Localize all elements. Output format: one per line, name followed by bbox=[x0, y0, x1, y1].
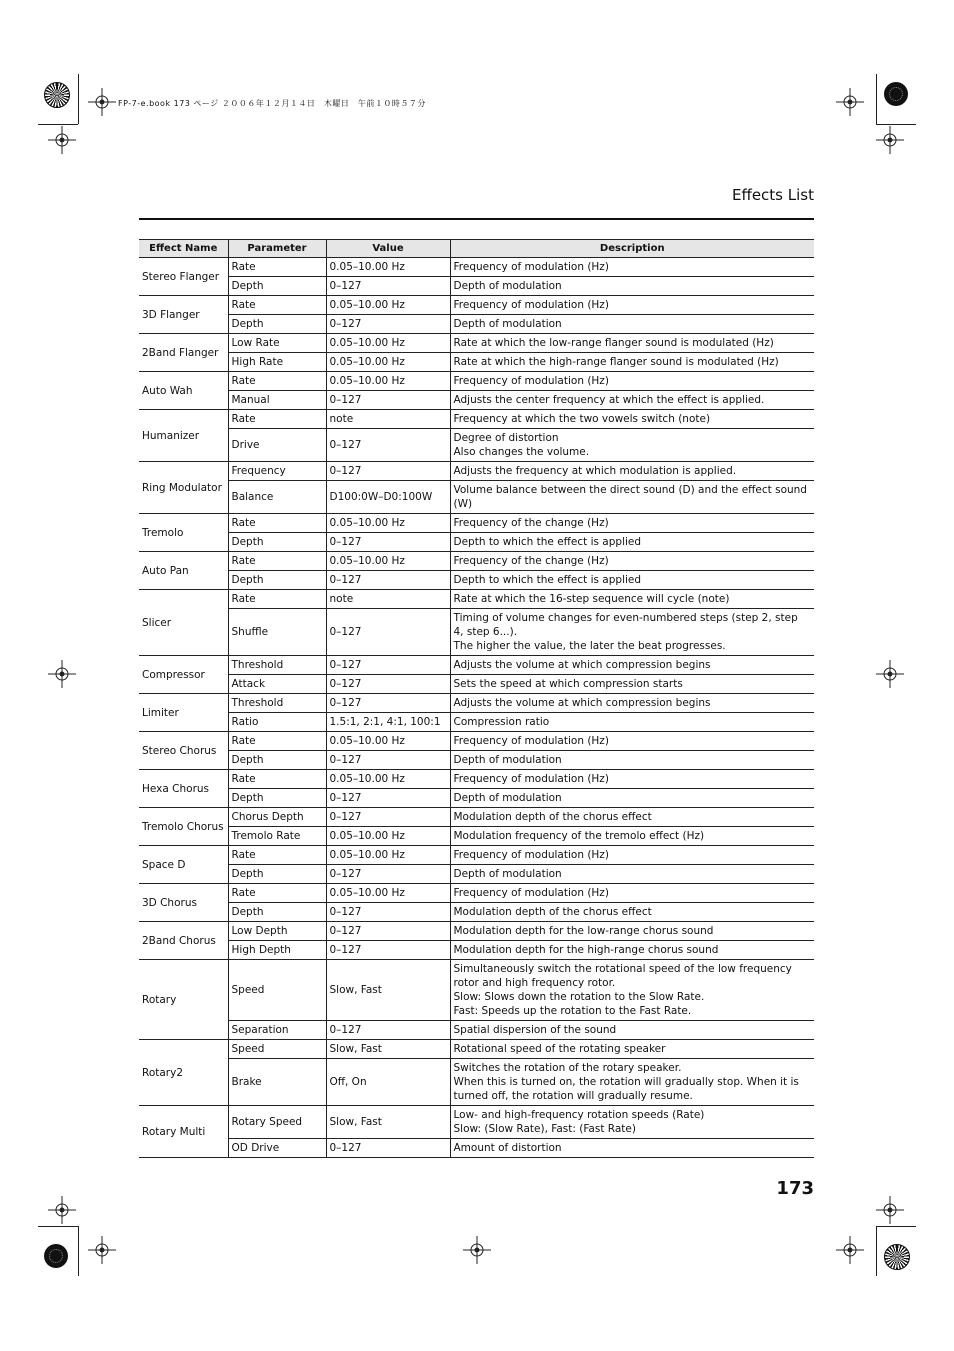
value-cell: 0–127 bbox=[326, 789, 450, 808]
parameter-cell: Rate bbox=[228, 770, 326, 789]
description-cell: Low- and high-frequency rotation speeds (Rate) Slow: (Slow Rate), Fast: (Fast Rate) bbox=[450, 1106, 814, 1139]
crop-line bbox=[876, 1226, 877, 1276]
value-cell: 0.05–10.00 Hz bbox=[326, 372, 450, 391]
parameter-cell: Speed bbox=[228, 960, 326, 1021]
description-cell: Frequency of modulation (Hz) bbox=[450, 770, 814, 789]
table-row bbox=[139, 1106, 814, 1139]
description-cell: Rate at which the 16-step sequence will cycle (note) bbox=[450, 590, 814, 609]
parameter-cell: Depth bbox=[228, 277, 326, 296]
crosshair-icon bbox=[836, 1236, 864, 1264]
description-cell: Timing of volume changes for even-numbered steps (step 2, step 4, step 6...). The higher the value, the later the beat progresses. bbox=[450, 609, 814, 656]
value-cell: 0.05–10.00 Hz bbox=[326, 827, 450, 846]
table-row bbox=[139, 1040, 814, 1059]
header-value: Value bbox=[326, 240, 450, 258]
table-row bbox=[139, 694, 814, 713]
description-cell: Depth to which the effect is applied bbox=[450, 533, 814, 552]
value-cell: 0.05–10.00 Hz bbox=[326, 846, 450, 865]
parameter-cell: Rate bbox=[228, 846, 326, 865]
table-row bbox=[139, 865, 814, 884]
table-row bbox=[139, 353, 814, 372]
value-cell: 0.05–10.00 Hz bbox=[326, 334, 450, 353]
effect-name-cell: Tremolo Chorus bbox=[139, 808, 228, 846]
table-row bbox=[139, 846, 814, 865]
effect-name-cell: Rotary bbox=[139, 960, 228, 1040]
parameter-cell: Rate bbox=[228, 884, 326, 903]
value-cell: Off, On bbox=[326, 1059, 450, 1106]
parameter-cell: Shuffle bbox=[228, 609, 326, 656]
description-cell: Adjusts the volume at which compression begins bbox=[450, 656, 814, 675]
parameter-cell: Speed bbox=[228, 1040, 326, 1059]
description-cell: Frequency of modulation (Hz) bbox=[450, 846, 814, 865]
description-cell: Modulation depth of the chorus effect bbox=[450, 903, 814, 922]
value-cell: 0–127 bbox=[326, 462, 450, 481]
parameter-cell: Rate bbox=[228, 258, 326, 277]
parameter-cell: Rate bbox=[228, 590, 326, 609]
effect-name-cell: Slicer bbox=[139, 590, 228, 656]
effect-name-cell: 2Band Chorus bbox=[139, 922, 228, 960]
description-cell: Frequency at which the two vowels switch (note) bbox=[450, 410, 814, 429]
crosshair-icon bbox=[48, 660, 76, 688]
value-cell: Slow, Fast bbox=[326, 1106, 450, 1139]
registration-rosette-icon bbox=[44, 82, 70, 108]
effect-name-cell: Rotary2 bbox=[139, 1040, 228, 1106]
value-cell: 0.05–10.00 Hz bbox=[326, 258, 450, 277]
parameter-cell: Low Depth bbox=[228, 922, 326, 941]
parameter-cell: Rate bbox=[228, 514, 326, 533]
table-row bbox=[139, 296, 814, 315]
table-row bbox=[139, 571, 814, 590]
description-cell: Compression ratio bbox=[450, 713, 814, 732]
value-cell: 0–127 bbox=[326, 922, 450, 941]
header-description: Description bbox=[450, 240, 814, 258]
effect-name-cell: Tremolo bbox=[139, 514, 228, 552]
crosshair-icon bbox=[876, 1196, 904, 1224]
effects-table bbox=[139, 239, 814, 1158]
value-cell: 0–127 bbox=[326, 656, 450, 675]
effect-name-cell: 3D Flanger bbox=[139, 296, 228, 334]
parameter-cell: Attack bbox=[228, 675, 326, 694]
table-row bbox=[139, 481, 814, 514]
table-row bbox=[139, 372, 814, 391]
crop-line bbox=[78, 74, 79, 124]
value-cell: 0–127 bbox=[326, 694, 450, 713]
page-number: 173 bbox=[776, 1178, 814, 1199]
effect-name-cell: Hexa Chorus bbox=[139, 770, 228, 808]
parameter-cell: High Depth bbox=[228, 941, 326, 960]
value-cell: 0–127 bbox=[326, 808, 450, 827]
table-row bbox=[139, 277, 814, 296]
description-cell: Sets the speed at which compression starts bbox=[450, 675, 814, 694]
table-row bbox=[139, 960, 814, 1021]
table-row bbox=[139, 1059, 814, 1106]
value-cell: 1.5:1, 2:1, 4:1, 100:1 bbox=[326, 713, 450, 732]
table-row bbox=[139, 884, 814, 903]
value-cell: Slow, Fast bbox=[326, 960, 450, 1021]
description-cell: Rotational speed of the rotating speaker bbox=[450, 1040, 814, 1059]
table-row bbox=[139, 922, 814, 941]
effect-name-cell: 2Band Flanger bbox=[139, 334, 228, 372]
crosshair-icon bbox=[836, 88, 864, 116]
table-row bbox=[139, 391, 814, 410]
description-cell: Volume balance between the direct sound (D) and the effect sound (W) bbox=[450, 481, 814, 514]
value-cell: 0.05–10.00 Hz bbox=[326, 296, 450, 315]
value-cell: 0–127 bbox=[326, 391, 450, 410]
table-row bbox=[139, 675, 814, 694]
parameter-cell: High Rate bbox=[228, 353, 326, 372]
value-cell: 0–127 bbox=[326, 277, 450, 296]
table-row bbox=[139, 903, 814, 922]
crop-line bbox=[38, 124, 78, 125]
value-cell: 0.05–10.00 Hz bbox=[326, 552, 450, 571]
table-row bbox=[139, 514, 814, 533]
table-row bbox=[139, 1139, 814, 1158]
description-cell: Modulation depth for the low-range chorus sound bbox=[450, 922, 814, 941]
parameter-cell: Threshold bbox=[228, 656, 326, 675]
table-row bbox=[139, 770, 814, 789]
value-cell: 0–127 bbox=[326, 903, 450, 922]
parameter-cell: OD Drive bbox=[228, 1139, 326, 1158]
parameter-cell: Drive bbox=[228, 429, 326, 462]
value-cell: 0–127 bbox=[326, 571, 450, 590]
description-cell: Adjusts the volume at which compression begins bbox=[450, 694, 814, 713]
table-row bbox=[139, 462, 814, 481]
description-cell: Depth of modulation bbox=[450, 315, 814, 334]
table-row bbox=[139, 713, 814, 732]
description-cell: Frequency of modulation (Hz) bbox=[450, 296, 814, 315]
description-cell: Modulation frequency of the tremolo effect (Hz) bbox=[450, 827, 814, 846]
crop-line bbox=[876, 124, 916, 125]
effect-name-cell: Auto Wah bbox=[139, 372, 228, 410]
table-row bbox=[139, 656, 814, 675]
description-cell: Simultaneously switch the rotational speed of the low frequency rotor and high frequency rotor. Slow: Slows down the rotation to the Slow Rate. Fast: Speeds up the rotation to the Fast Rate. bbox=[450, 960, 814, 1021]
parameter-cell: Rate bbox=[228, 552, 326, 571]
description-cell: Frequency of the change (Hz) bbox=[450, 552, 814, 571]
parameter-cell: Depth bbox=[228, 533, 326, 552]
section-title: Effects List bbox=[732, 186, 814, 204]
crop-line bbox=[876, 1226, 916, 1227]
description-cell: Frequency of modulation (Hz) bbox=[450, 258, 814, 277]
effects-table-body bbox=[139, 258, 814, 1158]
value-cell: 0–127 bbox=[326, 1139, 450, 1158]
effect-name-cell: Rotary Multi bbox=[139, 1106, 228, 1158]
table-header-row bbox=[139, 240, 814, 258]
crosshair-icon bbox=[876, 126, 904, 154]
parameter-cell: Depth bbox=[228, 865, 326, 884]
parameter-cell: Low Rate bbox=[228, 334, 326, 353]
parameter-cell: Chorus Depth bbox=[228, 808, 326, 827]
parameter-cell: Rate bbox=[228, 372, 326, 391]
table-row bbox=[139, 732, 814, 751]
description-cell: Amount of distortion bbox=[450, 1139, 814, 1158]
parameter-cell: Threshold bbox=[228, 694, 326, 713]
description-cell: Switches the rotation of the rotary speaker. When this is turned on, the rotation will gradually stop. When it is turned off, the rotation will gradually resume. bbox=[450, 1059, 814, 1106]
registration-disc-icon bbox=[884, 82, 908, 106]
value-cell: note bbox=[326, 590, 450, 609]
value-cell: note bbox=[326, 410, 450, 429]
parameter-cell: Rate bbox=[228, 732, 326, 751]
description-cell: Adjusts the frequency at which modulation is applied. bbox=[450, 462, 814, 481]
crop-line bbox=[78, 1226, 79, 1276]
description-cell: Rate at which the high-range flanger sound is modulated (Hz) bbox=[450, 353, 814, 372]
effect-name-cell: Auto Pan bbox=[139, 552, 228, 590]
value-cell: 0–127 bbox=[326, 675, 450, 694]
value-cell: 0–127 bbox=[326, 1021, 450, 1040]
value-cell: 0–127 bbox=[326, 941, 450, 960]
parameter-cell: Rate bbox=[228, 410, 326, 429]
description-cell: Depth of modulation bbox=[450, 789, 814, 808]
table-row bbox=[139, 590, 814, 609]
description-cell: Frequency of modulation (Hz) bbox=[450, 884, 814, 903]
registration-rosette-icon bbox=[884, 1244, 910, 1270]
table-row bbox=[139, 533, 814, 552]
description-cell: Degree of distortion Also changes the volume. bbox=[450, 429, 814, 462]
crosshair-icon bbox=[463, 1236, 491, 1264]
table-row bbox=[139, 429, 814, 462]
description-cell: Frequency of modulation (Hz) bbox=[450, 372, 814, 391]
parameter-cell: Tremolo Rate bbox=[228, 827, 326, 846]
crosshair-icon bbox=[876, 660, 904, 688]
parameter-cell: Balance bbox=[228, 481, 326, 514]
title-rule bbox=[139, 218, 814, 220]
file-header: FP-7-e.book 173 ページ ２００６年１２月１４日 木曜日 午前１０時５７分 bbox=[118, 99, 426, 108]
crop-line bbox=[38, 1226, 78, 1227]
effect-name-cell: Limiter bbox=[139, 694, 228, 732]
parameter-cell: Depth bbox=[228, 789, 326, 808]
value-cell: 0–127 bbox=[326, 429, 450, 462]
table-row bbox=[139, 334, 814, 353]
parameter-cell: Ratio bbox=[228, 713, 326, 732]
value-cell: 0.05–10.00 Hz bbox=[326, 514, 450, 533]
parameter-cell: Separation bbox=[228, 1021, 326, 1040]
parameter-cell: Rotary Speed bbox=[228, 1106, 326, 1139]
header-effect-name: Effect Name bbox=[139, 240, 228, 258]
effect-name-cell: Stereo Chorus bbox=[139, 732, 228, 770]
table-row bbox=[139, 808, 814, 827]
description-cell: Spatial dispersion of the sound bbox=[450, 1021, 814, 1040]
registration-disc-icon bbox=[44, 1244, 68, 1268]
crop-line bbox=[876, 74, 877, 124]
description-cell: Depth of modulation bbox=[450, 277, 814, 296]
parameter-cell: Depth bbox=[228, 571, 326, 590]
value-cell: 0.05–10.00 Hz bbox=[326, 353, 450, 372]
description-cell: Modulation depth of the chorus effect bbox=[450, 808, 814, 827]
parameter-cell: Manual bbox=[228, 391, 326, 410]
description-cell: Modulation depth for the high-range chorus sound bbox=[450, 941, 814, 960]
value-cell: 0–127 bbox=[326, 865, 450, 884]
value-cell: 0.05–10.00 Hz bbox=[326, 732, 450, 751]
effect-name-cell: Humanizer bbox=[139, 410, 228, 462]
effect-name-cell: Space D bbox=[139, 846, 228, 884]
parameter-cell: Frequency bbox=[228, 462, 326, 481]
parameter-cell: Depth bbox=[228, 315, 326, 334]
description-cell: Depth to which the effect is applied bbox=[450, 571, 814, 590]
header-parameter: Parameter bbox=[228, 240, 326, 258]
description-cell: Depth of modulation bbox=[450, 751, 814, 770]
value-cell: 0.05–10.00 Hz bbox=[326, 770, 450, 789]
table-row bbox=[139, 827, 814, 846]
description-cell: Adjusts the center frequency at which the effect is applied. bbox=[450, 391, 814, 410]
value-cell: 0.05–10.00 Hz bbox=[326, 884, 450, 903]
parameter-cell: Depth bbox=[228, 751, 326, 770]
description-cell: Frequency of modulation (Hz) bbox=[450, 732, 814, 751]
table-row bbox=[139, 315, 814, 334]
effect-name-cell: Ring Modulator bbox=[139, 462, 228, 514]
value-cell: Slow, Fast bbox=[326, 1040, 450, 1059]
value-cell: 0–127 bbox=[326, 315, 450, 334]
value-cell: 0–127 bbox=[326, 533, 450, 552]
description-cell: Frequency of the change (Hz) bbox=[450, 514, 814, 533]
crosshair-icon bbox=[88, 88, 116, 116]
parameter-cell: Brake bbox=[228, 1059, 326, 1106]
effect-name-cell: Compressor bbox=[139, 656, 228, 694]
table-row bbox=[139, 410, 814, 429]
crosshair-icon bbox=[48, 1196, 76, 1224]
table-row bbox=[139, 751, 814, 770]
description-cell: Rate at which the low-range flanger sound is modulated (Hz) bbox=[450, 334, 814, 353]
parameter-cell: Depth bbox=[228, 903, 326, 922]
value-cell: 0–127 bbox=[326, 609, 450, 656]
table-row bbox=[139, 258, 814, 277]
value-cell: D100:0W–D0:100W bbox=[326, 481, 450, 514]
crosshair-icon bbox=[88, 1236, 116, 1264]
crosshair-icon bbox=[48, 126, 76, 154]
effect-name-cell: Stereo Flanger bbox=[139, 258, 228, 296]
table-row bbox=[139, 1021, 814, 1040]
table-row bbox=[139, 552, 814, 571]
table-row bbox=[139, 941, 814, 960]
table-row bbox=[139, 609, 814, 656]
effect-name-cell: 3D Chorus bbox=[139, 884, 228, 922]
parameter-cell: Rate bbox=[228, 296, 326, 315]
value-cell: 0–127 bbox=[326, 751, 450, 770]
table-row bbox=[139, 789, 814, 808]
description-cell: Depth of modulation bbox=[450, 865, 814, 884]
